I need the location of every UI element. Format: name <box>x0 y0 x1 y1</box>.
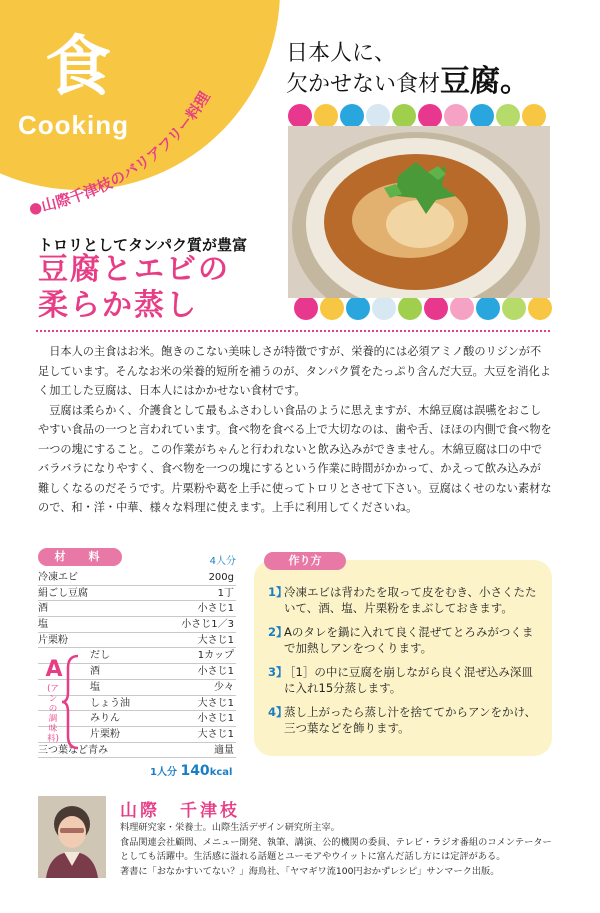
badge-cooking: Cooking <box>18 110 129 140</box>
dotted-divider <box>36 330 550 332</box>
decorative-dot <box>496 104 520 128</box>
step-number: 3】 <box>268 665 288 679</box>
method-step <box>268 584 544 616</box>
step-number: 1】 <box>268 585 288 599</box>
decorative-dot <box>528 296 552 320</box>
ingredient-row <box>38 586 236 602</box>
step-text: Aのタレを鍋に入れて良く混ぜてとろみがつくまで加熱しアンをつくります。 <box>284 625 534 655</box>
ingredient-row <box>38 570 236 586</box>
ingredient-qty: 少々 <box>214 681 234 693</box>
article-paragraph-2: 豆腐は柔らかく、介護食として最もふさわしい食品のように思えますが、木綿豆腐は誤嚥をおこしやすい食品の一つと言われています。食べ物を食べる上で大切なのは、歯や舌、ほほの内側で食べ物を一つの塊にすること。この作業がちゃんと行われないと飲み込みができません。木綿豆腐は口の中でバラバラになりやすく、食べ物を一つの塊にするという作業に時間がかかって、かえって飲み込みが難しくなるのだそうです。片栗粉や葛を上手に使ってトロリとさせて下さい。豆腐はくせのない素材なので、和・洋・中華、様々な料理に使えます。上手に利用してくださいね。 <box>38 403 552 514</box>
ingredient-name: 塩 <box>38 619 48 631</box>
recipe-title-line2: 柔らか蒸し <box>38 288 198 323</box>
calorie-info <box>150 763 232 779</box>
method-step <box>268 624 544 656</box>
decorative-dot <box>340 104 364 128</box>
decorative-dot <box>366 104 390 128</box>
badge-kanji: 食 <box>45 28 111 105</box>
ingredient-row <box>38 601 236 617</box>
ingredients-label: 材 料 <box>38 548 122 566</box>
step-text: 冷凍エビは背わたを取って皮をむき、小さくたたいて、酒、塩、片栗粉をまぶしておきます。 <box>284 585 537 615</box>
decorative-dot <box>450 296 474 320</box>
ingredient-qty: 小さじ1 <box>197 666 234 678</box>
ingredient-name: 冷凍エビ <box>38 572 78 583</box>
article-body <box>38 342 552 518</box>
decorative-dot <box>522 104 546 128</box>
headline-line2-big: 豆腐。 <box>440 64 531 99</box>
decorative-dot <box>476 296 500 320</box>
ingredient-name: 三つ葉など青み <box>38 744 108 756</box>
calorie-prefix: 1人分 <box>150 767 177 778</box>
article-paragraph-1: 日本人の主食はお米。飽きのこない美味しさが特徴ですが、栄養的には必須アミノ酸のリジンが不足しています。そんなお米の栄養的短所を補うのが、タンパク質をたっぷり含んだ大豆。大豆を消化よく加工した豆腐は、日本人にはかかせない食材です。 <box>38 345 551 397</box>
method-label: 作り方 <box>264 552 346 570</box>
ingredient-row <box>38 633 236 649</box>
author-bio-line2: 食品関連会社顧問、メニュー開発、執筆、講演、公的機関の委員、テレビ・ラジオ番組のコメンテーターとしても活躍中。生活感に溢れる話題とユーモアやウイットに富んだ話し方には定評がある。 <box>120 836 552 862</box>
dish-photo <box>288 126 550 298</box>
step-number: 4】 <box>268 705 288 719</box>
decorative-dot <box>288 104 312 128</box>
series-title: ●山際千津枝のバリアフリー料理 <box>27 88 214 218</box>
step-text: 蒸し上がったら蒸し汁を捨ててからアンをかけ、三つ葉などを飾ります。 <box>284 705 537 735</box>
sauce-brace <box>60 654 82 750</box>
step-number: 2】 <box>268 625 288 639</box>
ingredient-qty: 小さじ1 <box>197 603 234 615</box>
svg-text:●山際千津枝のバリアフリー料理 <box>27 88 214 218</box>
ingredient-name: だし <box>90 650 110 662</box>
decorative-dot <box>418 104 442 128</box>
method-steps <box>268 584 544 744</box>
sauce-label: A <box>45 657 63 682</box>
ingredient-qty: 適量 <box>214 744 234 756</box>
headline-line2-prefix: 欠かせない食材 <box>286 72 441 97</box>
decorative-dot <box>320 296 344 320</box>
recipe-title-line1: 豆腐とエビの <box>38 252 230 287</box>
decorative-dot <box>392 104 416 128</box>
ingredient-name: 塩 <box>90 681 100 693</box>
ingredient-qty: 1丁 <box>217 587 234 599</box>
calorie-unit: kcal <box>209 767 233 778</box>
decorative-dot <box>444 104 468 128</box>
author-bio <box>120 821 560 879</box>
decorative-dot <box>294 296 318 320</box>
recipe-subtitle: トロリとしてタンパク質が豊富 <box>38 236 247 254</box>
decorative-dot <box>502 296 526 320</box>
ingredient-row <box>38 617 236 633</box>
ingredient-name: みりん <box>90 713 120 725</box>
headline-line1: 日本人に、 <box>286 41 397 66</box>
ingredient-qty: 小さじ1 <box>197 713 234 725</box>
ingredient-qty: 1カップ <box>197 650 234 662</box>
headline <box>286 40 586 99</box>
method-step <box>268 704 544 736</box>
recipe-title <box>38 252 288 324</box>
author-avatar <box>38 796 106 878</box>
serving-size: 4人分 <box>209 556 236 567</box>
ingredient-qty: 小さじ1／3 <box>181 619 234 631</box>
decorative-dots-bottom <box>288 296 550 322</box>
sauce-sublabel: (アンの調味料) <box>47 684 59 744</box>
ingredient-name: 酒 <box>90 666 100 678</box>
headline-line2 <box>286 64 586 99</box>
step-text: ［1］の中に豆腐を崩しながら良く混ぜ込み深皿に入れ15分蒸します。 <box>284 665 533 695</box>
decorative-dot <box>398 296 422 320</box>
ingredient-qty: 大さじ1 <box>197 728 234 740</box>
ingredient-name: 絹ごし豆腐 <box>38 587 88 599</box>
calorie-value: 140 <box>180 763 210 779</box>
decorative-dot <box>372 296 396 320</box>
author-bio-line3: 著書に「おなかすいてない？」海鳥社、「ヤマギワ流100円おかずレシピ」サンマーク出版。 <box>120 865 500 877</box>
decorative-dot <box>470 104 494 128</box>
author-name: 山際 千津枝 <box>120 801 240 821</box>
series-arc-text <box>0 0 300 260</box>
ingredient-name: 片栗粉 <box>90 728 120 740</box>
ingredient-name: 片栗粉 <box>38 634 68 646</box>
decorative-dot <box>424 296 448 320</box>
author-bio-line1: 料理研究家・栄養士。山際生活デザイン研究所主宰。 <box>120 822 340 833</box>
method-step <box>268 664 544 696</box>
ingredient-name: しょう油 <box>90 697 130 709</box>
ingredient-qty: 大さじ1 <box>197 634 234 646</box>
decorative-dot <box>314 104 338 128</box>
ingredient-qty: 200g <box>208 572 234 583</box>
decorative-dot <box>346 296 370 320</box>
ingredient-name: 酒 <box>38 603 48 615</box>
ingredient-qty: 大さじ1 <box>197 697 234 709</box>
